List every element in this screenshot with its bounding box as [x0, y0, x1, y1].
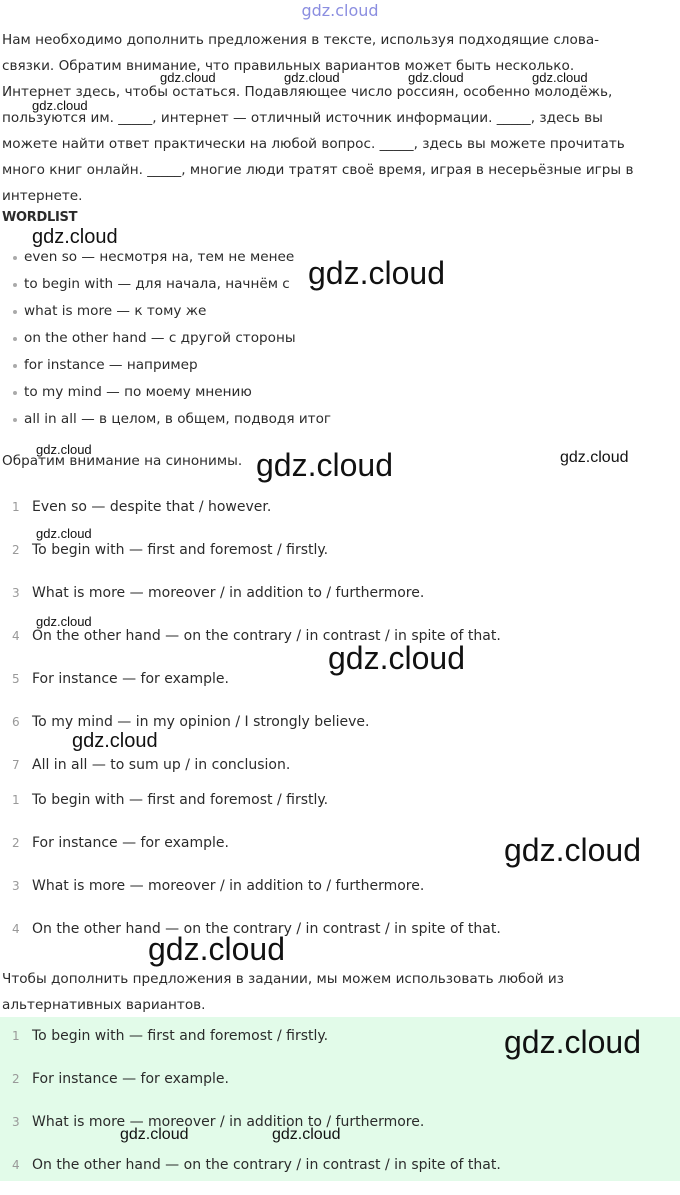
list-item: 1 Even so — despite that / however.: [12, 499, 272, 515]
task-line: связки. Обратим внимание, что правильных вариантов может быть несколько.: [2, 58, 575, 74]
synonyms-intro: Обратим внимание на синонимы.: [2, 453, 243, 469]
bullet-icon: [13, 391, 17, 395]
task-line: Нам необходимо дополнить предложения в тексте, используя подходящие слова-: [2, 32, 600, 48]
answer-intro-line: Чтобы дополнить предложения в задании, мы можем использовать любой из: [2, 971, 564, 987]
bullet-icon: [13, 283, 17, 287]
watermark: gdz.cloud: [560, 449, 629, 466]
watermark: gdz.cloud: [36, 442, 92, 457]
list-item: 3 What is more — moreover / in addition to / furthermore.: [12, 1114, 425, 1130]
watermark: gdz.cloud: [308, 255, 445, 291]
watermark: gdz.cloud: [32, 226, 118, 248]
bullet-icon: [13, 418, 17, 422]
bullet-icon: [13, 256, 17, 260]
wordlist-item: to begin with — для начала, начнём с: [0, 271, 331, 298]
list-item: 2 For instance — for example.: [12, 835, 229, 851]
task-line: можете найти ответ практически на любой вопрос. _____, здесь вы можете прочитать: [2, 136, 625, 152]
watermark: gdz.cloud: [328, 640, 465, 676]
bullet-icon: [13, 337, 17, 341]
bullet-icon: [13, 310, 17, 314]
list-item: 1 To begin with — first and foremost / firstly.: [12, 1028, 329, 1044]
watermark: gdz.cloud: [272, 1126, 341, 1143]
watermark: gdz.cloud: [36, 614, 92, 629]
bullet-icon: [13, 364, 17, 368]
watermark: gdz.cloud: [504, 1024, 641, 1060]
task-line: интернете.: [2, 188, 83, 204]
watermark: gdz.cloud: [532, 70, 588, 85]
list-item: 4 On the other hand — on the contrary / in contrast / in spite of that.: [12, 1157, 501, 1173]
selected-list: [0, 787, 680, 959]
list-item: 6 To my mind — in my opinion / I strongly believe.: [12, 714, 370, 730]
watermark: gdz.cloud: [284, 70, 340, 85]
task-line: Интернет здесь, чтобы остаться. Подавляющее число россиян, особенно молодёжь,: [2, 84, 613, 100]
watermark: gdz.cloud: [504, 832, 641, 868]
wordlist-item: what is more — к тому же: [0, 298, 331, 325]
list-item: 3 What is more — moreover / in addition to / furthermore.: [12, 878, 425, 894]
watermark: gdz.cloud: [160, 70, 216, 85]
list-item: 7 All in all — to sum up / in conclusion.: [12, 757, 291, 773]
list-item: 5 For instance — for example.: [12, 671, 229, 687]
wordlist-item: for instance — например: [0, 352, 331, 379]
watermark: gdz.cloud: [408, 70, 464, 85]
task-text: [2, 27, 676, 209]
watermark: gdz.cloud: [256, 447, 393, 483]
task-line: пользуются им. _____, интернет — отличный источник информации. _____, здесь вы: [2, 110, 603, 126]
watermark: gdz.cloud: [32, 98, 88, 113]
list-item: 1 To begin with — first and foremost / firstly.: [12, 792, 329, 808]
watermark: gdz.cloud: [72, 730, 158, 752]
watermark: gdz.cloud: [148, 931, 285, 967]
wordlist-item: all in all — в целом, в общем, подводя итог: [0, 406, 331, 433]
answer-intro: [2, 966, 676, 1018]
list-item: 3 What is more — moreover / in addition to / furthermore.: [12, 585, 425, 601]
wordlist-item: even so — несмотря на, тем не менее: [0, 244, 331, 271]
wordlist-item: to my mind — по моему мнению: [0, 379, 331, 406]
wordlist-title: WORDLIST: [2, 210, 78, 225]
list-item: 4 On the other hand — on the contrary / in contrast / in spite of that.: [12, 921, 501, 937]
list-item: 2 For instance — for example.: [12, 1071, 229, 1087]
answer-intro-line: альтернативных вариантов.: [2, 997, 206, 1013]
wordlist: [0, 244, 331, 433]
task-line: много книг онлайн. _____, многие люди тратят своё время, играя в несерьёзные игры в: [2, 162, 634, 178]
list-item: 2 To begin with — first and foremost / firstly.: [12, 542, 329, 558]
site-title[interactable]: gdz.cloud: [301, 1, 379, 20]
watermark: gdz.cloud: [120, 1126, 189, 1143]
watermark: gdz.cloud: [36, 526, 92, 541]
list-item: 4 On the other hand — on the contrary / in contrast / in spite of that.: [12, 628, 501, 644]
wordlist-item: on the other hand — с другой стороны: [0, 325, 331, 352]
